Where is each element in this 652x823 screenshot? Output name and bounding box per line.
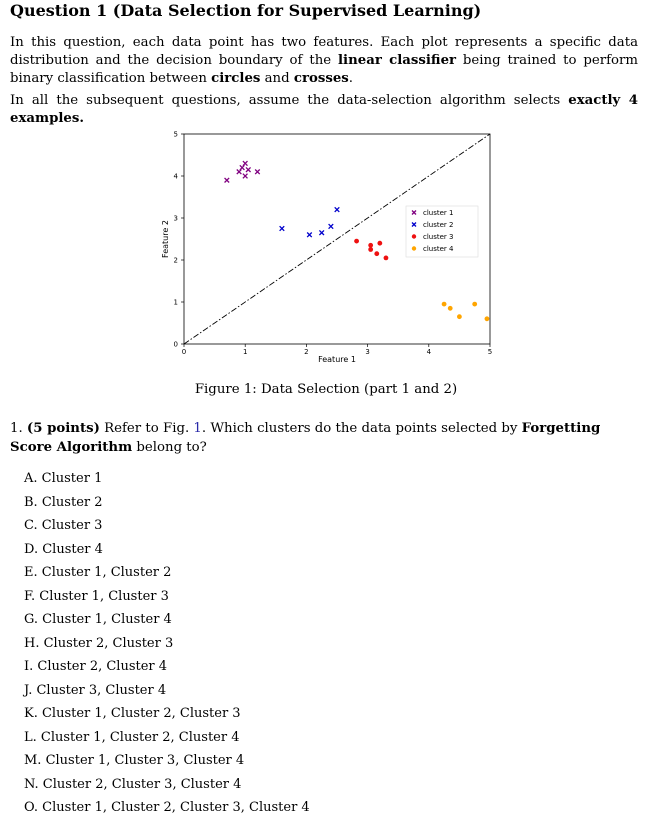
option-e: E. Cluster 1, Cluster 2 [24, 565, 172, 580]
cluster-3-point [354, 239, 359, 244]
option-b: B. Cluster 2 [24, 494, 103, 510]
option-d: D. Cluster 4 [24, 541, 103, 557]
question-number: 1. [10, 421, 23, 436]
y-tick-label: 2 [173, 256, 178, 265]
question-points: (5 points) [26, 421, 100, 436]
option-item [24, 705, 310, 729]
legend-label-1: cluster 1 [423, 209, 454, 217]
figure-reference-link[interactable]: 1 [193, 421, 202, 436]
x-tick-label: 0 [181, 348, 187, 356]
question-text-1: Refer to Fig. [99, 421, 194, 436]
option-m: M. Cluster 1, Cluster 3, Cluster 4 [24, 753, 245, 768]
cluster-3-point [368, 247, 373, 252]
option-item [24, 635, 310, 659]
intro-paragraph [10, 34, 638, 88]
option-item [24, 494, 310, 518]
question-heading: Question 1 (Data Selection for Supervised Learning) [10, 1, 482, 20]
option-item [24, 541, 310, 565]
intro-bold-crosses: crosses [293, 71, 349, 86]
option-item [24, 776, 310, 800]
option-item [24, 564, 310, 588]
cluster-4-point [472, 302, 477, 307]
intro-text-3: and [260, 71, 294, 86]
option-f: F. Cluster 1, Cluster 3 [24, 588, 169, 604]
option-item [24, 588, 310, 612]
option-c: C. Cluster 3 [24, 518, 103, 533]
x-tick-label: 5 [487, 348, 493, 356]
option-item [24, 517, 310, 541]
figure-caption: Figure 1: Data Selection (part 1 and 2) [194, 382, 458, 397]
assumption-text: In all the subsequent questions, assume the data-selection algorithm selects [10, 93, 569, 108]
cluster-4-point [442, 302, 447, 307]
legend-label-2: cluster 2 [423, 221, 454, 229]
option-i: I. Cluster 2, Cluster 4 [24, 659, 168, 674]
y-tick-label: 0 [173, 340, 178, 349]
legend-marker-3 [412, 234, 416, 238]
y-tick-label: 3 [173, 214, 178, 223]
x-tick-label: 2 [304, 348, 309, 356]
option-g: G. Cluster 1, Cluster 4 [24, 612, 172, 627]
cluster-4-point [448, 306, 453, 311]
option-item [24, 752, 310, 776]
x-tick-label: 4 [426, 348, 432, 356]
algorithm-name: Forgetting Score Algorithm [10, 421, 601, 455]
scatter-figure [160, 124, 500, 374]
answer-options [24, 470, 310, 823]
option-j: J. Cluster 3, Cluster 4 [24, 682, 167, 698]
intro-text-1: In this question, each data point has two features. Each plot represents a specific data distribution and the decision boundary of the [10, 35, 638, 68]
cluster-3-point [384, 256, 389, 261]
y-tick-label: 5 [173, 130, 178, 139]
option-item [24, 470, 310, 494]
option-item [24, 729, 310, 753]
question-text-3: belong to? [132, 440, 207, 455]
legend-marker-4 [412, 246, 416, 250]
cluster-4-point [457, 314, 462, 319]
y-tick-label: 1 [173, 298, 178, 307]
intro-bold-circles: circles [211, 71, 261, 86]
intro-text-2: being trained to perform binary classification between [10, 53, 639, 86]
cluster-3-point [377, 241, 382, 246]
option-a: A. Cluster 1 [24, 471, 103, 486]
assumption-bold: exactly 4 examples. [10, 93, 638, 126]
y-tick-label: 4 [173, 172, 178, 181]
cluster-3-point [374, 251, 379, 256]
option-n: N. Cluster 2, Cluster 3, Cluster 4 [24, 776, 242, 792]
option-item [24, 682, 310, 706]
option-item [24, 611, 310, 635]
intro-text-4: . [348, 71, 353, 86]
intro-bold-linear-classifier: linear classifier [338, 53, 457, 68]
question-text-2: . Which clusters do the data points selected by [201, 421, 522, 436]
cluster-3-point [368, 243, 373, 248]
y-axis-label: Feature 2 [161, 220, 170, 258]
question-text [10, 419, 638, 457]
assumption-paragraph [10, 92, 638, 128]
x-tick-label: 1 [242, 348, 248, 356]
option-k: K. Cluster 1, Cluster 2, Cluster 3 [24, 706, 241, 721]
x-axis-label: Feature 1 [318, 355, 356, 364]
cluster-4-point [485, 316, 490, 321]
option-l: L. Cluster 1, Cluster 2, Cluster 4 [24, 729, 240, 745]
x-tick-label: 3 [365, 348, 370, 356]
option-item [24, 658, 310, 682]
option-h: H. Cluster 2, Cluster 3 [24, 635, 174, 651]
legend-label-4: cluster 4 [423, 245, 454, 253]
option-item [24, 799, 310, 823]
legend-label-3: cluster 3 [423, 233, 454, 241]
option-o: O. Cluster 1, Cluster 2, Cluster 3, Cluster 4 [24, 800, 310, 815]
scatter-chart [160, 124, 500, 374]
